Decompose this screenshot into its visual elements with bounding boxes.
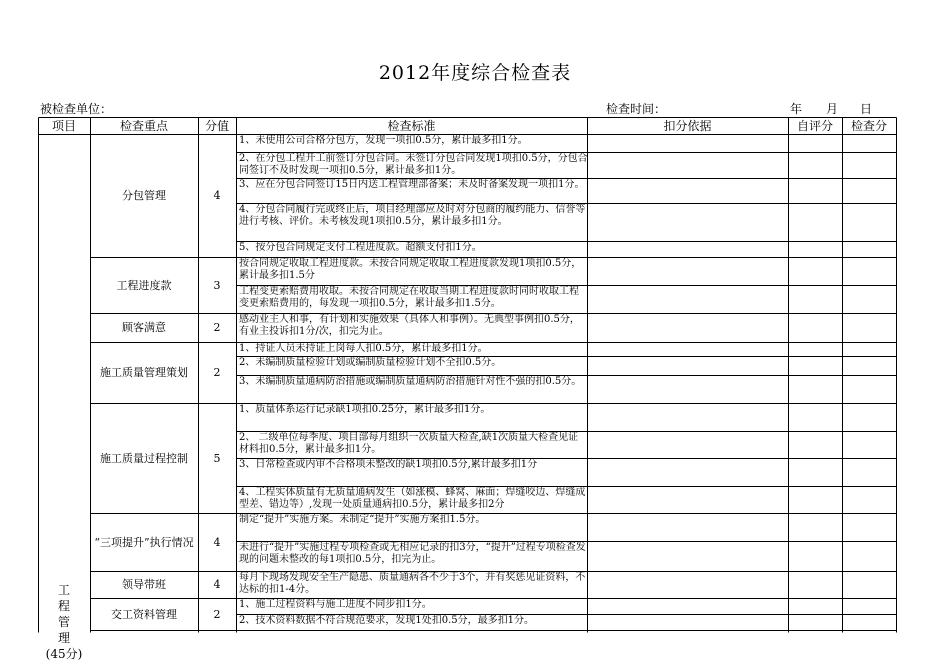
score-value: 3 — [213, 278, 221, 292]
project-char: 工 — [57, 583, 70, 597]
check-focus: 工程进度款 — [116, 278, 172, 292]
date-month-label: 月 — [826, 102, 839, 116]
check-standard: 工程变更索赔费用收取。未按合同规定在收取当期工程进度款时同时收取工程变更索赔费用的，每发现一项扣0.5分，累计最多扣1.5分。 — [239, 286, 579, 309]
page-title: 2012年度综合检查表 — [378, 62, 572, 84]
header-focus: 检查重点 — [119, 119, 168, 133]
check-focus: “三项提升”执行情况 — [94, 535, 194, 549]
header-self-score: 自评分 — [796, 119, 833, 133]
score-value: 4 — [213, 189, 221, 202]
header-score: 分值 — [204, 119, 229, 133]
header-item: 项目 — [51, 119, 76, 133]
score-value: 2 — [213, 366, 221, 379]
project-char: 理 — [57, 631, 70, 645]
check-focus: 领导带班 — [122, 578, 166, 591]
check-standard: 感动业主人和事，有计划和实施效果（具体人和事例）。无典型事例扣0.5分，有业主投诉扣1分/次，扣完为止。 — [239, 314, 580, 337]
score-value: 2 — [213, 321, 221, 334]
date-day-label: 日 — [860, 102, 873, 116]
check-standard: 每月下现场发现安全生产隐患、质量通病各不少于3个，并有奖惩见证资料，不达标的扣1-4分。 — [239, 572, 586, 595]
project-char: 程 — [57, 599, 70, 613]
header-basis: 扣分依据 — [663, 119, 712, 133]
check-focus: 交工资料管理 — [111, 607, 177, 621]
check-standard: 3、未编制质量通病防治措施或编制质量通病防治措施针对性不强的扣0.5分。 — [239, 376, 582, 387]
check-standard: 3、应在分包合同签订15日内送工程管理部备案；未及时备案发现一项扣1分。 — [239, 179, 585, 190]
project-score: (45分) — [45, 647, 83, 661]
check-standard: 2、技术资料数据不符合规范要求，发现1处扣0.5分，最多扣1分。 — [239, 615, 534, 626]
check-standard: 2、 二级单位每季度、项目部每月组织一次质量大检查,缺1次质量大检查见证材料扣0.5分，累计最多扣1分。 — [239, 432, 579, 455]
score-value: 4 — [213, 535, 221, 549]
check-standard: 未进行“提升”实施过程专项检查或无相应记录的扣3分，“提升”过程专项检查发现的问题未整改的每1项扣0.5分，扣完为止。 — [239, 542, 586, 565]
header-check-score: 检查分 — [850, 119, 887, 133]
score-value: 2 — [213, 607, 221, 621]
check-standard: 4、工程实体质量有无质量通病发生（如涨模、蜂窝、麻面；焊缝咬边、焊缝成型差、错边等）,发现一处质量通病扣0.5分，累计最多扣2分 — [239, 487, 586, 510]
date-year-label: 年 — [790, 102, 803, 116]
check-standard: 1、施工过程资料与施工进度不同步扣1分。 — [239, 599, 432, 610]
check-standard: 1、未使用公司合格分包方，发现一项扣0.5分，累计最多扣1分。 — [239, 135, 528, 146]
check-standard: 1、质量体系运行记录缺1项扣0.25分，累计最多扣1分。 — [239, 404, 491, 415]
inspect-time-label: 检查时间： — [606, 102, 667, 116]
inspected-unit-label: 被检查单位： — [40, 102, 113, 116]
check-standard: 5、按分包合同规定支付工程进度款。超额支付扣1分。 — [239, 242, 482, 253]
check-standard: 4、分包合同履行完或终止后，项目经理部应及时对分包商的履约能力、信誉等进行考核、评价。未考核发现1项扣0.5分，累计最多扣1分。 — [239, 204, 586, 227]
header-standard: 检查标准 — [387, 119, 436, 133]
check-standard: 制定“提升”实施方案。未制定“提升”实施方案扣1.5分。 — [239, 514, 486, 525]
check-focus: 分包管理 — [122, 189, 166, 202]
check-focus: 顾客满意 — [122, 321, 166, 334]
check-standard: 1、持证人员未持证上岗每人扣0.5分，累计最多扣1分。 — [239, 343, 488, 354]
check-standard: 2、未编制质量检验计划或编制质量检验计划不全扣0.5分。 — [239, 357, 502, 368]
check-standard: 按合同规定收取工程进度款。未按合同规定收取工程进度款发现1项扣0.5分，累计最多扣1.5分 — [239, 258, 582, 281]
project-label — [40, 582, 88, 662]
score-value: 5 — [213, 451, 221, 465]
check-focus: 施工质量过程控制 — [100, 451, 188, 465]
check-standard: 2、在分包工程开工前签订分包合同。未签订分包合同发现1项扣0.5分，分包合同签订不及时发现一项扣0.5分，累计最多扣1分。 — [239, 153, 588, 176]
score-value: 4 — [213, 578, 221, 591]
check-standard: 3、日常检查或内审不合格项未整改的缺1项扣0.5分,累计最多扣1分 — [239, 459, 538, 470]
project-char: 管 — [57, 615, 70, 629]
check-focus: 施工质量管理策划 — [100, 366, 188, 379]
